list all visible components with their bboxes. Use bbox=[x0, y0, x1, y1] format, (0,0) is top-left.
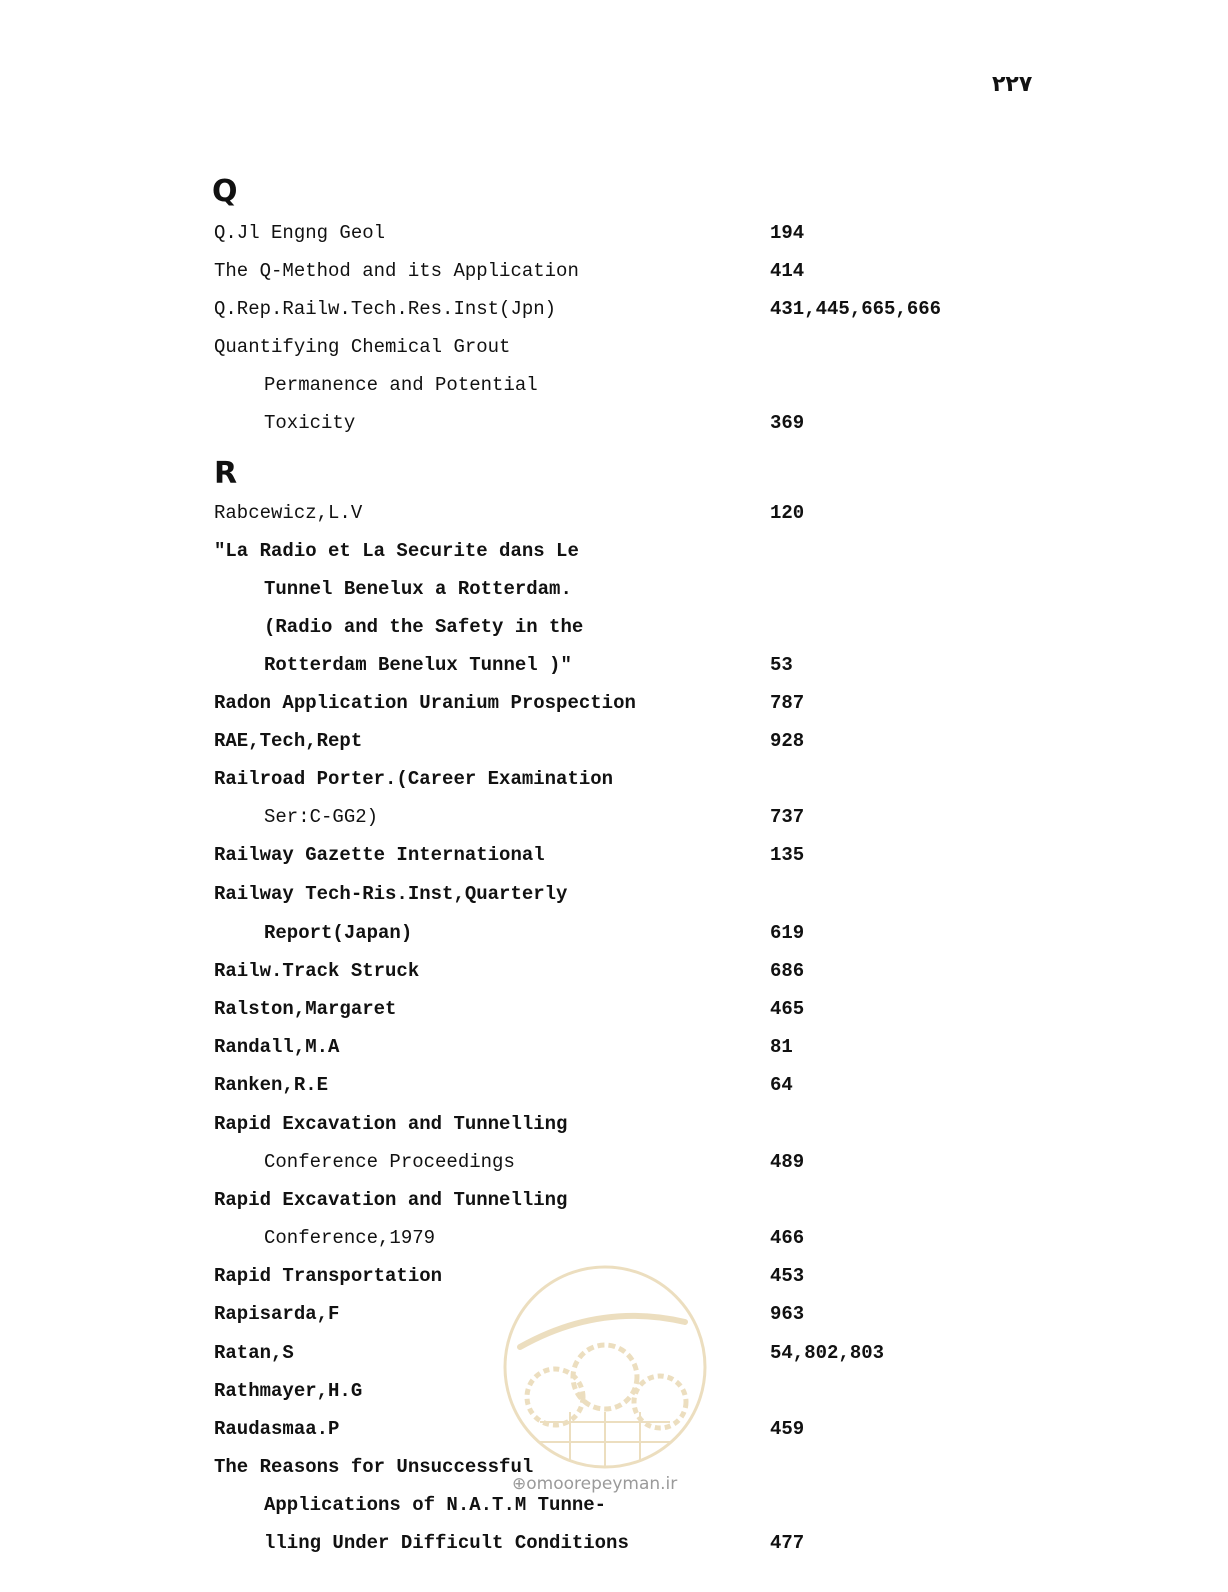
entry-title: Rapid Excavation and Tunnelling bbox=[214, 1189, 568, 1211]
entry-pages: 431,445,665,666 bbox=[770, 298, 942, 320]
entry-pages: 54,802,803 bbox=[770, 1342, 885, 1364]
entry-title: Randall,M.A bbox=[214, 1036, 340, 1058]
entry-pages: 619 bbox=[770, 922, 805, 944]
globe-icon: ⊕ bbox=[512, 1474, 527, 1494]
index-entry bbox=[214, 494, 1014, 532]
entry-pages: 53 bbox=[770, 654, 793, 676]
index-entry bbox=[214, 760, 1014, 798]
entry-title: RAE,Tech,Rept bbox=[214, 730, 363, 752]
index-entry bbox=[214, 1028, 1014, 1066]
entry-pages: 489 bbox=[770, 1151, 805, 1173]
entry-pages: 465 bbox=[770, 998, 805, 1020]
index-entry bbox=[214, 532, 1014, 570]
entry-title: The Q-Method and its Application bbox=[214, 260, 579, 282]
entry-title: Ser:C-GG2) bbox=[264, 806, 379, 828]
entry-title: Raudasmaa.P bbox=[214, 1418, 340, 1440]
entry-title: Ralston,Margaret bbox=[214, 998, 397, 1020]
entry-title: Railw.Track Struck bbox=[214, 960, 420, 982]
entry-title: The Reasons for Unsuccessful bbox=[214, 1456, 534, 1478]
index-entry bbox=[214, 252, 1014, 290]
entry-pages: 81 bbox=[770, 1036, 793, 1058]
index-entry-continuation bbox=[214, 798, 1014, 836]
entry-pages: 928 bbox=[770, 730, 805, 752]
entry-title: Rapisarda,F bbox=[214, 1303, 340, 1325]
index-entry bbox=[214, 875, 1014, 913]
entry-title: Toxicity bbox=[264, 412, 356, 434]
index-entry bbox=[214, 952, 1014, 990]
entry-title: Railway Gazette International bbox=[214, 844, 545, 866]
entry-title: Quantifying Chemical Grout bbox=[214, 336, 511, 358]
entry-pages: 787 bbox=[770, 692, 805, 714]
entry-pages: 466 bbox=[770, 1227, 805, 1249]
entry-title: Rapid Excavation and Tunnelling bbox=[214, 1113, 568, 1135]
entry-title: Rapid Transportation bbox=[214, 1265, 443, 1287]
index-entry-continuation bbox=[214, 366, 1014, 404]
entry-title: Conference Proceedings bbox=[264, 1151, 515, 1173]
entry-title: Conference,1979 bbox=[264, 1227, 436, 1249]
entry-title: Rabcewicz,L.V bbox=[214, 502, 363, 524]
entry-title: Q.Rep.Railw.Tech.Res.Inst(Jpn) bbox=[214, 298, 557, 320]
entry-pages: 64 bbox=[770, 1074, 793, 1096]
watermark-url-text: omoorepeyman.ir bbox=[526, 1474, 678, 1494]
entry-pages: 369 bbox=[770, 412, 805, 434]
section-letter-r: R bbox=[214, 456, 238, 491]
index-entry bbox=[214, 990, 1014, 1028]
index-entry bbox=[214, 1105, 1014, 1143]
index-entry bbox=[214, 290, 1014, 328]
entry-pages: 477 bbox=[770, 1532, 805, 1554]
entry-title: Ranken,R.E bbox=[214, 1074, 329, 1096]
watermark-url bbox=[512, 1474, 677, 1494]
entry-pages: 194 bbox=[770, 222, 805, 244]
entry-title: Q.Jl Engng Geol bbox=[214, 222, 386, 244]
watermark-seal bbox=[500, 1262, 710, 1472]
entry-title: Radon Application Uranium Prospection bbox=[214, 692, 636, 714]
entry-title: Tunnel Benelux a Rotterdam. bbox=[264, 578, 572, 600]
entry-title: Railway Tech-Ris.Inst,Quarterly bbox=[214, 883, 568, 905]
index-entry-continuation bbox=[214, 646, 1014, 684]
entry-title: Railroad Porter.(Career Examination bbox=[214, 768, 614, 790]
entry-pages: 686 bbox=[770, 960, 805, 982]
index-entry bbox=[214, 1066, 1014, 1104]
section-letter-q: Q bbox=[212, 174, 238, 209]
entry-title: Applications of N.A.T.M Tunne- bbox=[264, 1494, 607, 1516]
entry-pages: 120 bbox=[770, 502, 805, 524]
index-entry-continuation bbox=[214, 404, 1014, 442]
index-entry-continuation bbox=[214, 1143, 1014, 1181]
index-entry bbox=[214, 722, 1014, 760]
entry-title: "La Radio et La Securite dans Le bbox=[214, 540, 579, 562]
entry-title: (Radio and the Safety in the bbox=[264, 616, 584, 638]
entry-pages: 737 bbox=[770, 806, 805, 828]
index-entry-continuation bbox=[214, 570, 1014, 608]
index-entry bbox=[214, 214, 1014, 252]
page-number: ۲۲۷ bbox=[992, 72, 1033, 97]
entry-title: Rathmayer,H.G bbox=[214, 1380, 363, 1402]
index-entry bbox=[214, 684, 1014, 722]
index-entry bbox=[214, 1181, 1014, 1219]
index-entry-continuation bbox=[214, 1219, 1014, 1257]
entry-title: Permanence and Potential bbox=[264, 374, 538, 396]
entry-pages: 453 bbox=[770, 1265, 805, 1287]
entry-title: Ratan,S bbox=[214, 1342, 294, 1364]
entry-pages: 963 bbox=[770, 1303, 805, 1325]
index-entry-continuation bbox=[214, 914, 1014, 952]
entry-pages: 459 bbox=[770, 1418, 805, 1440]
index-entry-continuation bbox=[214, 1524, 1014, 1562]
index-entry-continuation bbox=[214, 608, 1014, 646]
entry-title: Report(Japan) bbox=[264, 922, 413, 944]
index-entry bbox=[214, 836, 1014, 874]
entry-pages: 135 bbox=[770, 844, 805, 866]
index-entry bbox=[214, 328, 1014, 366]
entry-title: lling Under Difficult Conditions bbox=[264, 1532, 629, 1554]
entry-title: Rotterdam Benelux Tunnel )" bbox=[264, 654, 572, 676]
entry-pages: 414 bbox=[770, 260, 805, 282]
